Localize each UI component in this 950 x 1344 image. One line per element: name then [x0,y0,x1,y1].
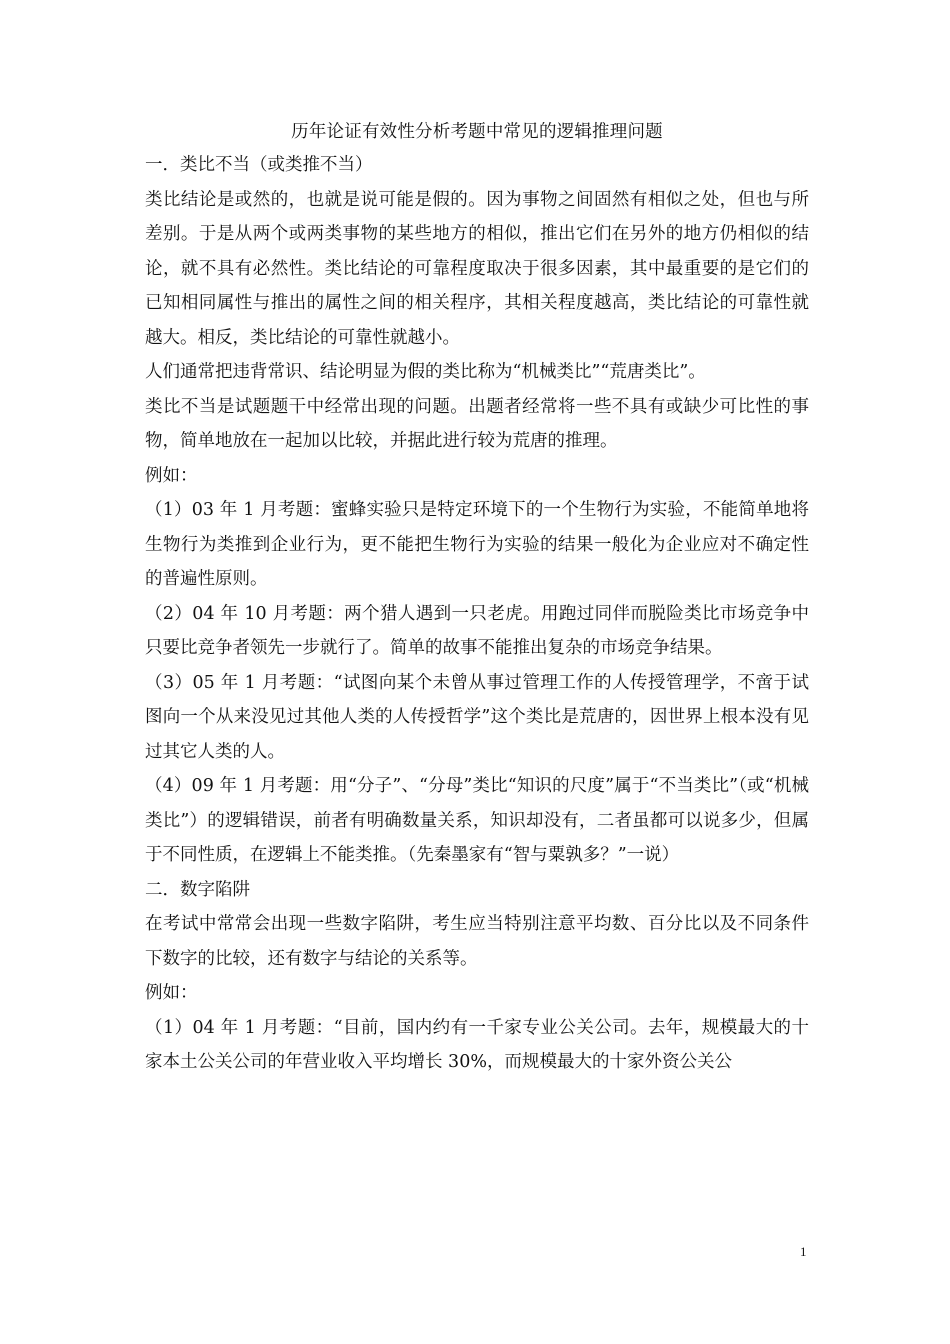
section-heading-1: 一．类比不当（或类推不当） [145,155,373,175]
paragraph: 类比结论是或然的，也就是说可能是假的。因为事物之间固然有相似之处，但也与所差别。于是从两个或两类事物的某些地方的相似，推出它们在另外的地方仍相似的结论，就不具有必然性。类比结论的可靠程度取决于很多因素，其中最重要的是它们的已知相同属性与推出的属性之间的相关程序，其相关程度越高，类比结论的可靠性就越大。相反，类比结论的可靠性就越小。 [145,189,809,348]
document-body [145,116,809,1080]
example-item: （2）04 年 10 月考题：两个猎人遇到一只老虎。用跑过同伴而脱险类比市场竞争中只要比竞争者领先一步就行了。简单的故事不能推出复杂的市场竞争结果。 [145,603,809,658]
section-heading-2: 二．数字陷阱 [145,879,250,900]
example-item: （4）09 年 1 月考题：用“分子”、“分母”类比“知识的尺度”属于“不当类比”（或“机械类比”）的逻辑错误，前者有明确数量关系，知识却没有，二者虽都可以说多少，但属于不同性质，在逻辑上不能类推。（先秦墨家有“智与粟孰多？”一说） [145,776,809,865]
example-item: （3）05 年 1 月考题：“试图向某个未曾从事过管理工作的人传授管理学，不啻于试图向一个从来没见过其他人类的人传授哲学”这个类比是荒唐的，因世界上根本没有见过其它人类的人。 [145,672,809,762]
paragraph: 例如： [145,983,198,1003]
page-number: 1 [800,1244,807,1259]
paragraph: 在考试中常常会出现一些数字陷阱，考生应当特别注意平均数、百分比以及不同条件下数字的比较，还有数字与结论的关系等。 [145,914,809,969]
document-title: 历年论证有效性分析考题中常见的逻辑推理问题 [291,122,663,142]
paragraph: 类比不当是试题题干中经常出现的问题。出题者经常将一些不具有或缺少可比性的事物，简单地放在一起加以比较，并据此进行较为荒唐的推理。 [145,396,809,451]
paragraph: 人们通常把违背常识、结论明显为假的类比称为“机械类比”“荒唐类比”。 [145,362,706,382]
paragraph: 例如： [145,465,198,486]
example-item: （1）03 年 1 月考题：蜜蜂实验只是特定环境下的一个生物行为实验，不能简单地将生物行为类推到企业行为，更不能把生物行为实验的结果一般化为企业应对不确定性的普遍性原则。 [145,500,809,589]
example-item: （1）04 年 1 月考题：“目前，国内约有一千家专业公关公司。去年，规模最大的十家本土公关公司的年营业收入平均增长 30%，而规模最大的十家外资公关公 [145,1017,809,1072]
